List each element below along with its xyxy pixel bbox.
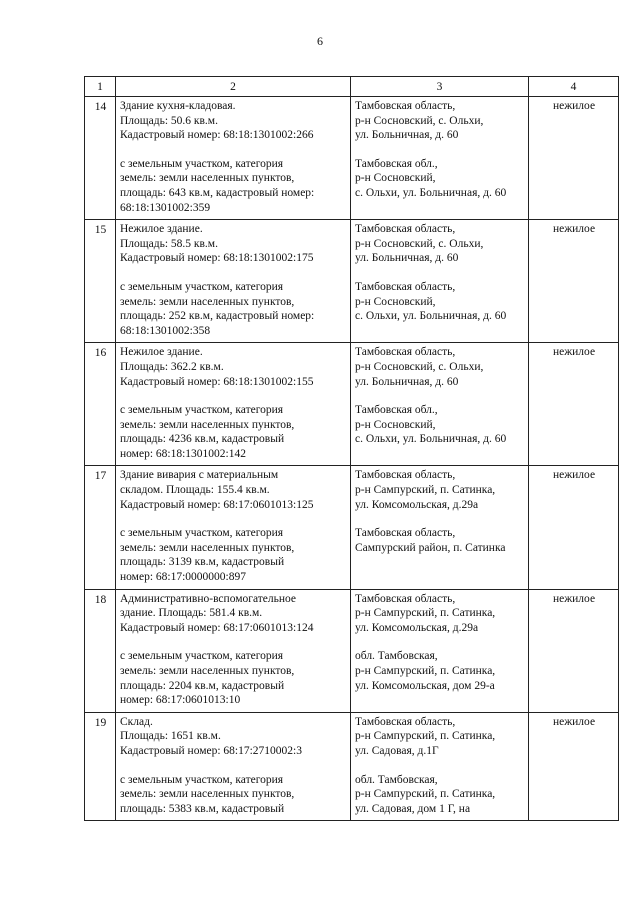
address-line: ул. Комсомольская, д.29а xyxy=(355,621,479,634)
paragraph-gap xyxy=(355,266,525,280)
table-row xyxy=(85,589,619,712)
land-plot-line: с земельным участком, категория xyxy=(120,404,284,417)
address-line: ул. Садовая, д.1Г xyxy=(355,744,439,757)
land-address-line: ул. Садовая, дом 1 Г, на xyxy=(355,802,471,815)
row-number: 14 xyxy=(85,97,116,220)
description-line: Нежилое здание. xyxy=(120,346,203,359)
paragraph-gap xyxy=(355,759,525,773)
land-plot-line: площадь: 3139 кв.м, кадастровый xyxy=(120,556,285,569)
land-address-line: р-н Сосновский, xyxy=(355,295,436,308)
address-line: р-н Сампурский, п. Сатинка, xyxy=(355,730,496,743)
land-plot-line: номер: 68:18:1301002:142 xyxy=(120,447,246,460)
table-row xyxy=(85,466,619,589)
object-description xyxy=(116,220,351,343)
land-address-line: обл. Тамбовская, xyxy=(355,773,438,786)
object-address xyxy=(351,97,529,220)
row-number: 18 xyxy=(85,589,116,712)
land-plot-line: земель: земли населенных пунктов, xyxy=(120,295,295,308)
header-col-2: 2 xyxy=(116,77,351,97)
table-row xyxy=(85,712,619,821)
land-address-line: р-н Сампурский, п. Сатинка, xyxy=(355,788,496,801)
row-number: 16 xyxy=(85,343,116,466)
address-line: р-н Сампурский, п. Сатинка, xyxy=(355,607,496,620)
description-line: Кадастровый номер: 68:18:1301002:155 xyxy=(120,375,314,388)
land-plot-line: 68:18:1301002:359 xyxy=(120,201,211,214)
address-line: ул. Комсомольская, д.29а xyxy=(355,498,479,511)
address-line: р-н Сампурский, п. Сатинка, xyxy=(355,484,496,497)
object-address xyxy=(351,220,529,343)
description-line: Административно-вспомогательное xyxy=(120,592,297,605)
object-description xyxy=(116,97,351,220)
address-line: Тамбовская область, xyxy=(355,469,456,482)
paragraph-gap xyxy=(120,635,347,649)
description-line: Площадь: 362.2 кв.м. xyxy=(120,360,224,373)
land-plot-line: номер: 68:17:0601013:10 xyxy=(120,694,241,707)
land-address-line: Тамбовская обл., xyxy=(355,157,438,170)
land-address-line: р-н Сампурский, п. Сатинка, xyxy=(355,665,496,677)
table-body xyxy=(85,77,619,821)
description-line: здание. Площадь: 581.4 кв.м. xyxy=(120,607,263,620)
land-address-line: Тамбовская область, xyxy=(355,527,456,540)
object-address xyxy=(351,712,529,821)
address-line: р-н Сосновский, с. Ольхи, xyxy=(355,360,484,373)
table-header-row xyxy=(85,77,619,97)
object-address xyxy=(351,343,529,466)
paragraph-gap xyxy=(355,512,525,526)
land-plot-line: площадь: 2204 кв.м, кадастровый xyxy=(120,679,285,692)
object-description xyxy=(116,343,351,466)
description-line: Здание кухня-кладовая. xyxy=(120,100,236,112)
property-register-table xyxy=(84,76,619,821)
object-address xyxy=(351,466,529,589)
table-row xyxy=(85,97,619,220)
land-address-line: р-н Сосновский, xyxy=(355,172,436,185)
description-line: Здание вивария с материальным xyxy=(120,469,279,482)
description-line: Кадастровый номер: 68:17:2710002:3 xyxy=(120,744,303,757)
description-line: Кадастровый номер: 68:18:1301002:266 xyxy=(120,129,314,142)
land-plot-line: площадь: 643 кв.м, кадастровый номер: xyxy=(120,186,315,199)
land-address-line: р-н Сосновский, xyxy=(355,418,436,431)
land-plot-line: с земельным участком, категория xyxy=(120,650,284,663)
land-address-line: Сампурский район, п. Сатинка xyxy=(355,541,506,554)
paragraph-gap xyxy=(120,512,347,526)
land-plot-line: 68:18:1301002:358 xyxy=(120,324,211,337)
address-line: ул. Больничная, д. 60 xyxy=(355,375,459,388)
paragraph-gap xyxy=(355,389,525,403)
address-line: ул. Больничная, д. 60 xyxy=(355,252,459,265)
paragraph-gap xyxy=(355,635,525,649)
object-kind: нежилое xyxy=(529,466,619,589)
land-plot-line: площадь: 5383 кв.м, кадастровый xyxy=(120,802,285,815)
description-line: Склад. xyxy=(120,715,153,728)
description-line: Кадастровый номер: 68:18:1301002:175 xyxy=(120,252,314,265)
description-line: Площадь: 58.5 кв.м. xyxy=(120,237,218,250)
land-plot-line: с земельным участком, категория xyxy=(120,773,284,786)
paragraph-gap xyxy=(355,143,525,157)
address-line: Тамбовская область, xyxy=(355,100,456,112)
land-plot-line: с земельным участком, категория xyxy=(120,157,284,170)
table-row xyxy=(85,220,619,343)
object-kind: нежилое xyxy=(529,97,619,220)
page-number: 6 xyxy=(317,34,323,48)
land-plot-line: земель: земли населенных пунктов, xyxy=(120,788,295,801)
description-line: Кадастровый номер: 68:17:0601013:124 xyxy=(120,621,314,634)
land-address-line: с. Ольхи, ул. Больничная, д. 60 xyxy=(355,186,507,199)
description-line: Площадь: 50.6 кв.м. xyxy=(120,114,218,127)
paragraph-gap xyxy=(120,759,347,773)
land-address-line: с. Ольхи, ул. Больничная, д. 60 xyxy=(355,433,507,446)
land-plot-line: номер: 68:17:0000000:897 xyxy=(120,571,246,584)
land-plot-line: с земельным участком, категория xyxy=(120,527,284,540)
land-address-line: ул. Комсомольская, дом 29-а xyxy=(355,679,495,692)
land-address-line: обл. Тамбовская, xyxy=(355,650,438,663)
object-description xyxy=(116,466,351,589)
paragraph-gap xyxy=(120,389,347,403)
header-col-3: 3 xyxy=(351,77,529,97)
description-line: Площадь: 1651 кв.м. xyxy=(120,730,221,743)
paragraph-gap xyxy=(120,266,347,280)
row-number: 19 xyxy=(85,712,116,821)
description-line: Кадастровый номер: 68:17:0601013:125 xyxy=(120,498,314,511)
row-number: 17 xyxy=(85,466,116,589)
land-plot-line: площадь: 252 кв.м, кадастровый номер: xyxy=(120,310,315,323)
land-address-line: с. Ольхи, ул. Больничная, д. 60 xyxy=(355,310,507,323)
address-line: Тамбовская область, xyxy=(355,592,456,605)
land-plot-line: с земельным участком, категория xyxy=(120,280,284,293)
land-plot-line: земель: земли населенных пунктов, xyxy=(120,541,295,554)
address-line: Тамбовская область, xyxy=(355,715,456,728)
object-description xyxy=(116,589,351,712)
object-kind: нежилое xyxy=(529,343,619,466)
address-line: ул. Больничная, д. 60 xyxy=(355,129,459,142)
table-row xyxy=(85,343,619,466)
object-kind: нежилое xyxy=(529,589,619,712)
address-line: Тамбовская область, xyxy=(355,346,456,359)
address-line: р-н Сосновский, с. Ольхи, xyxy=(355,237,484,250)
object-description xyxy=(116,712,351,821)
description-line: Нежилое здание. xyxy=(120,223,203,236)
paragraph-gap xyxy=(120,143,347,157)
land-plot-line: земель: земли населенных пунктов, xyxy=(120,665,295,677)
land-plot-line: площадь: 4236 кв.м, кадастровый xyxy=(120,433,285,446)
object-address xyxy=(351,589,529,712)
land-plot-line: земель: земли населенных пунктов, xyxy=(120,418,295,431)
land-plot-line: земель: земли населенных пунктов, xyxy=(120,172,295,185)
address-line: Тамбовская область, xyxy=(355,223,456,236)
row-number: 15 xyxy=(85,220,116,343)
description-line: складом. Площадь: 155.4 кв.м. xyxy=(120,484,270,497)
land-address-line: Тамбовская обл., xyxy=(355,404,438,417)
object-kind: нежилое xyxy=(529,220,619,343)
header-col-4: 4 xyxy=(529,77,619,97)
header-col-1: 1 xyxy=(85,77,116,97)
address-line: р-н Сосновский, с. Ольхи, xyxy=(355,114,484,127)
land-address-line: Тамбовская область, xyxy=(355,280,456,293)
object-kind: нежилое xyxy=(529,712,619,821)
